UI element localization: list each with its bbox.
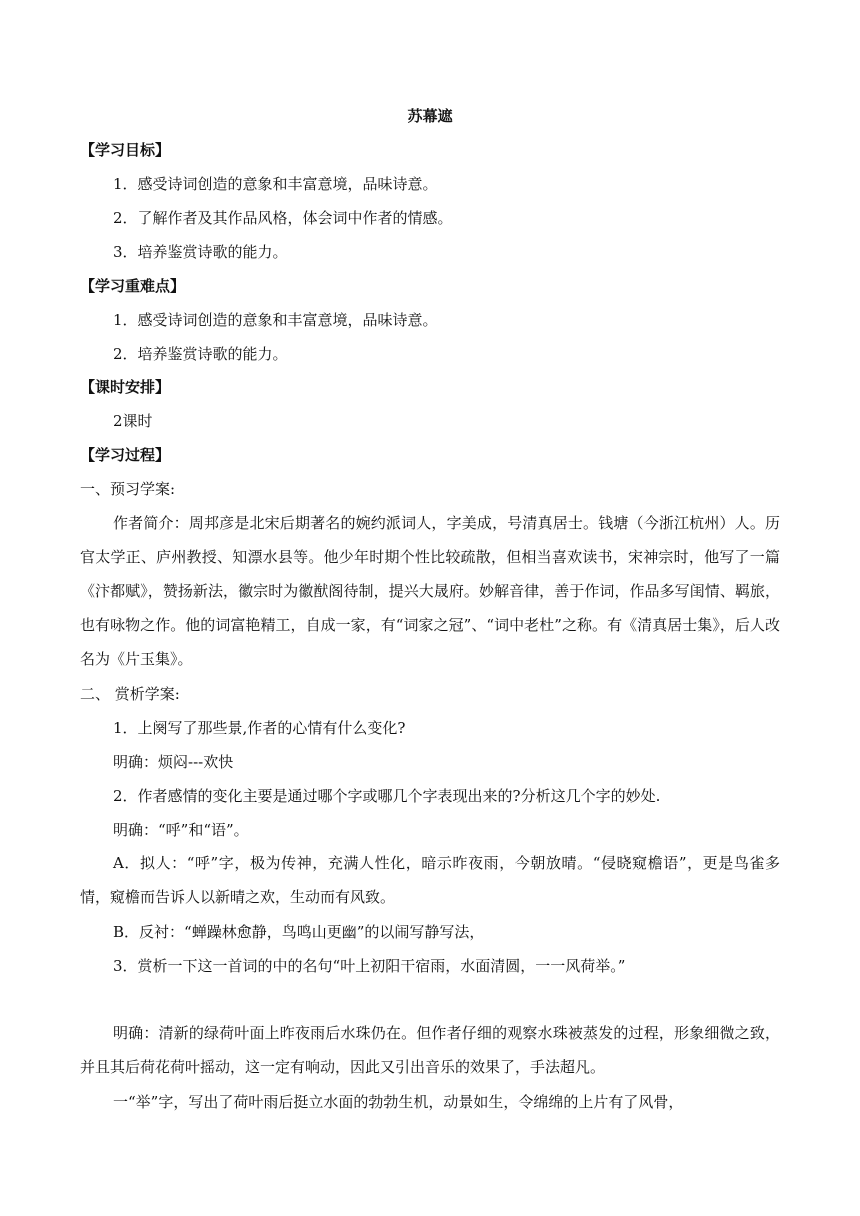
page-title: 苏幕遮 <box>407 107 453 125</box>
question-2: 2．作者感情的变化主要是通过哪个字或哪几个字表现出来的?分析这几个字的妙处. <box>113 787 661 805</box>
answer-2: 明确：“呼”和“语”。 <box>113 821 249 839</box>
answer-2-point-b: B．反衬：“蝉躁林愈静，鸟鸣山更幽”的以闹写静写法， <box>113 923 485 941</box>
answer-3-continuation: 一“举”字，写出了荷叶雨后挺立水面的勃勃生机，动景如生，令绵绵的上片有了风骨， <box>113 1093 684 1111</box>
objective-item: 1．感受诗词创造的意象和丰富意境，品味诗意。 <box>113 175 438 193</box>
answer-3-paragraph: 明确：清新的绿荷叶面上昨夜雨后水珠仍在。但作者仔细的观察水珠被蒸发的过程，形象细微之致，并且其后荷花荷叶摇动，这一定有响动，因此又引出音乐的效果了，手法超凡。 <box>80 1024 780 1076</box>
analysis-label: 二、 赏析学案: <box>80 685 180 703</box>
question-3: 3．赏析一下这一首词的中的名句“叶上初阳干宿雨，水面清圆，一一风荷举。” <box>113 957 626 975</box>
schedule-text: 2课时 <box>113 412 153 430</box>
key-point-item: 2．培养鉴赏诗歌的能力。 <box>113 345 288 363</box>
objective-item: 2．了解作者及其作品风格，体会词中作者的情感。 <box>113 209 453 227</box>
author-intro-paragraph: 作者简介：周邦彦是北宋后期著名的婉约派词人，字美成，号清真居士。钱塘（今浙江杭州）人。历官太学正、庐州教授、知漂水县等。他少年时期个性比较疏散，但相当喜欢读书，宋神宗时，他写了一篇《汴都赋》，赞扬新法，徽宗时为徽猷阁待制，提兴大晟府。妙解音律，善于作词，作品多写闺情、羁旅，也有咏物之作。他的词富艳精工，自成一家，有“词家之冠”、“词中老杜”之称。有《清真居士集》，后人改名为《片玉集》。 <box>80 514 780 668</box>
question-1: 1．上阕写了那些景,作者的心情有什么变化? <box>113 719 406 737</box>
process-heading: 【学习过程】 <box>80 446 171 464</box>
answer-2-point-a: A．拟人：“呼”字，极为传神，充满人性化，暗示昨夜雨，今朝放晴。“侵晓窥檐语”，更是鸟雀多情，窥檐而告诉人以新晴之欢，生动而有风致。 <box>80 854 780 906</box>
answer-1: 明确：烦闷---欢快 <box>113 753 234 771</box>
preview-label: 一、预习学案: <box>80 480 176 498</box>
objectives-heading: 【学习目标】 <box>80 141 171 159</box>
schedule-heading: 【课时安排】 <box>80 378 171 396</box>
objective-item: 3．培养鉴赏诗歌的能力。 <box>113 243 288 261</box>
key-point-item: 1．感受诗词创造的意象和丰富意境，品味诗意。 <box>113 311 438 329</box>
key-points-heading: 【学习重难点】 <box>80 277 186 295</box>
